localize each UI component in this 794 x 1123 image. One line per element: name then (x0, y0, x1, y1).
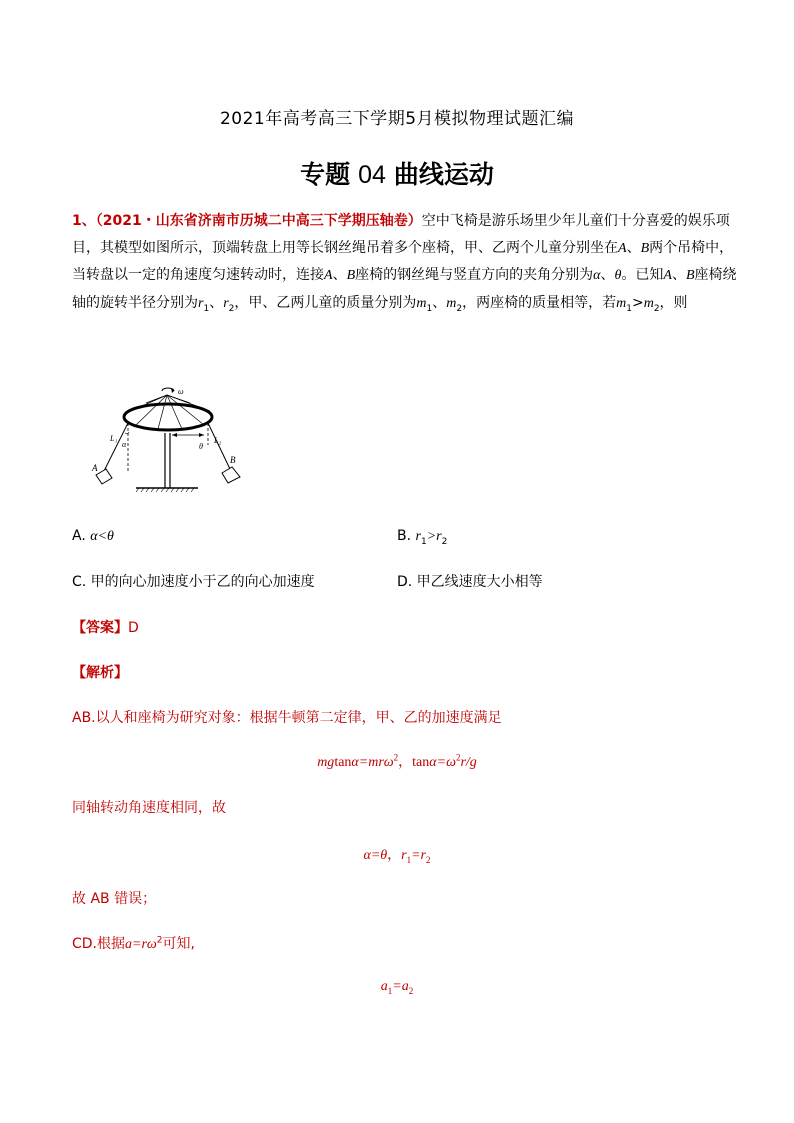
formula-1: mgtanα=mrω$^2$，$\tan\alpha=\omega^2r/g$ (317, 752, 477, 770)
analysis-line-3: 故 AB 错误； (72, 891, 157, 907)
l1-label: L₁ (110, 434, 118, 443)
section-title (0, 155, 794, 191)
answer: 【答案】D (72, 620, 139, 636)
seat-a (96, 469, 112, 484)
section-number: 04 (358, 161, 386, 189)
document-title: 2021年高考高三下学期5月模拟物理试题汇编 (219, 109, 575, 129)
formula-2: α=θ，$r_1=r_2$ (363, 848, 431, 865)
alpha-label: α (122, 440, 127, 449)
omega-label: ω (178, 387, 184, 396)
question-number: 1、 (72, 213, 96, 229)
theta-label: θ (199, 442, 203, 451)
formula-3: $a_1=a_2$ (380, 979, 414, 996)
seat-b (222, 467, 240, 483)
analysis-line-1: AB.以人和座椅为研究对象：根据牛顿第二定律，甲、乙的加速度满足 (72, 710, 502, 726)
section-title-prefix: 专题 (300, 160, 351, 189)
rotating-ring (124, 404, 212, 430)
answer-value: D (128, 620, 139, 636)
option-d[interactable]: D. 甲乙线速度大小相等 (397, 574, 543, 590)
swing-ride-figure (86, 385, 258, 497)
seat-a-label: A (92, 463, 98, 473)
analysis-line-2: 同轴转动角速度相同，故 (72, 800, 226, 816)
seat-b-label: B (230, 455, 236, 465)
option-b[interactable]: B. $r_1>r_2$ (397, 528, 448, 547)
cable-right (208, 423, 230, 469)
l2-label: L₂ (214, 436, 222, 445)
question-stem: 1、（2021・山东省济南市历城二中高三下学期压轴卷）空中飞椅是游乐场里少年儿童们十分喜爱的娱乐项目，其模型如图所示，顶端转盘上用等长钢丝绳吊着多个座椅，甲、乙两个儿童分别坐在A、B两个吊椅中，当转盘以一定的角速度匀速转动时，连接A、B座椅的钢丝绳与竖直方向的夹角分别为α、θ。已知A、B座椅绕轴的旋转半径分别为$r_1$、$r_2$，甲、乙两儿童的质量分别为$m_1$、$m_2$，两座椅的质量相等，若$m_1>m_2$，则 (72, 213, 737, 314)
question-source: （2021・山东省济南市历城二中高三下学期压轴卷） (95, 213, 422, 229)
analysis-label: 【解析】 (72, 665, 128, 681)
option-a[interactable]: A. α<θ (72, 528, 114, 544)
section-title-suffix: 曲线运动 (393, 160, 494, 189)
option-c[interactable]: C. 甲的向心加速度小于乙的向心加速度 (72, 574, 315, 590)
analysis-line-4: CD.根据$a=r\omega^2$可知, (72, 935, 195, 952)
